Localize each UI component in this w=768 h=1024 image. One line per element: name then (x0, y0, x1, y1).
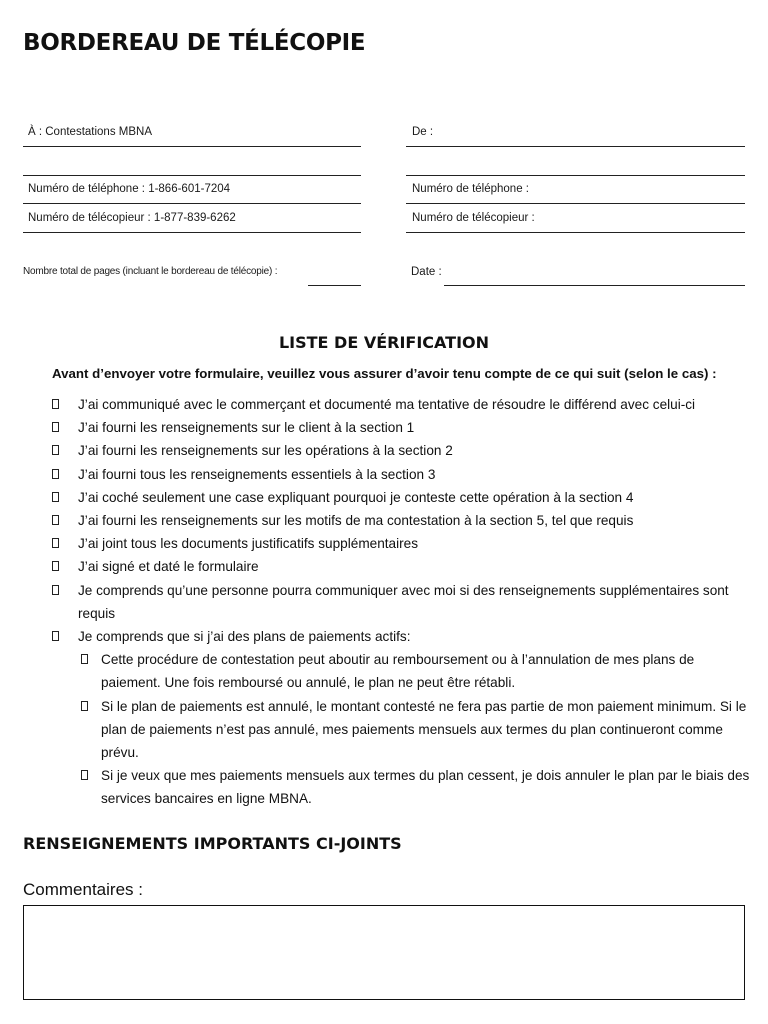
date-label: Date : (411, 266, 442, 278)
comments-textarea[interactable] (23, 905, 745, 1000)
page-title: BORDEREAU DE TÉLÉCOPIE (23, 30, 366, 56)
fax-line-right[interactable] (406, 232, 745, 233)
checklist-item: J’ai fourni les renseignements sur les opérations à la section 2 (52, 439, 752, 462)
checklist-item: J’ai coché seulement une case expliquant pourquoi je conteste cette opération à la section 4 (52, 486, 752, 509)
checklist-item: J’ai fourni les renseignements sur le client à la section 1 (52, 416, 752, 439)
divider-line (23, 175, 361, 176)
phone-line-left[interactable] (23, 203, 361, 204)
checkbox[interactable] (52, 561, 59, 571)
checklist-item: J’ai signé et daté le formulaire (52, 555, 752, 578)
checklist-item: J’ai joint tous les documents justificatifs supplémentaires (52, 532, 752, 555)
checkbox[interactable] (52, 631, 59, 641)
from-field-line[interactable] (406, 146, 745, 147)
checklist-item: Je comprends qu’une personne pourra communiquer avec moi si des renseignements supplémentaires sont requis (52, 579, 752, 625)
phone-line-right[interactable] (406, 203, 745, 204)
checklist-subitem: Si le plan de paiements est annulé, le montant contesté ne fera pas partie de mon paiement minimum. Si le plan de paiements n’est pas annulé, mes paiements mensuels aux termes du plan continueront comme prévu. (78, 695, 752, 765)
fax-line-left[interactable] (23, 232, 361, 233)
checklist-item: J’ai fourni les renseignements sur les motifs de ma contestation à la section 5, tel que requis (52, 509, 752, 532)
fax-field-right: Numéro de télécopieur : (412, 212, 535, 224)
checklist-intro: Avant d’envoyer votre formulaire, veuillez vous assurer d’avoir tenu compte de ce qui suit (selon le cas) : (52, 366, 717, 381)
checklist (52, 393, 752, 811)
comments-label: Commentaires : (23, 880, 143, 899)
total-pages-line[interactable] (308, 285, 361, 286)
checkbox[interactable] (52, 469, 59, 479)
checkbox[interactable] (81, 701, 88, 711)
phone-field-right: Numéro de téléphone : (412, 183, 529, 195)
checkbox[interactable] (52, 422, 59, 432)
checkbox[interactable] (52, 515, 59, 525)
checkbox[interactable] (52, 445, 59, 455)
from-field-label: De : (412, 126, 434, 138)
checklist-subitem: Cette procédure de contestation peut aboutir au remboursement ou à l’annulation de mes plans de paiement. Une fois remboursé ou annulé, le plan ne peut être rétabli. (78, 648, 752, 694)
to-field-label: À : Contestations MBNA (28, 126, 152, 138)
checklist-item: J’ai communiqué avec le commerçant et documenté ma tentative de résoudre le différend avec celui-ci (52, 393, 752, 416)
fax-field-left: Numéro de télécopieur : 1-877-839-6262 (28, 212, 236, 224)
checkbox[interactable] (81, 654, 88, 664)
checklist-item: J’ai fourni tous les renseignements essentiels à la section 3 (52, 463, 752, 486)
phone-field-left: Numéro de téléphone : 1-866-601-7204 (28, 183, 231, 195)
to-field-line[interactable] (23, 146, 361, 147)
checklist-title: LISTE DE VÉRIFICATION (278, 333, 490, 352)
checkbox[interactable] (81, 770, 88, 780)
checklist-item: Je comprends que si j’ai des plans de paiements actifs: (52, 625, 752, 648)
important-info-heading: RENSEIGNEMENTS IMPORTANTS CI-JOINTS (23, 834, 402, 853)
total-pages-label: Nombre total de pages (incluant le bordereau de télécopie) : (23, 266, 278, 277)
checkbox[interactable] (52, 538, 59, 548)
checklist-subitem: Si je veux que mes paiements mensuels aux termes du plan cessent, je dois annuler le plan par le biais des services bancaires en ligne MBNA. (78, 764, 752, 810)
checkbox[interactable] (52, 492, 59, 502)
checkbox[interactable] (52, 399, 59, 409)
divider-line (406, 175, 745, 176)
checkbox[interactable] (52, 585, 59, 595)
date-line[interactable] (444, 285, 745, 286)
